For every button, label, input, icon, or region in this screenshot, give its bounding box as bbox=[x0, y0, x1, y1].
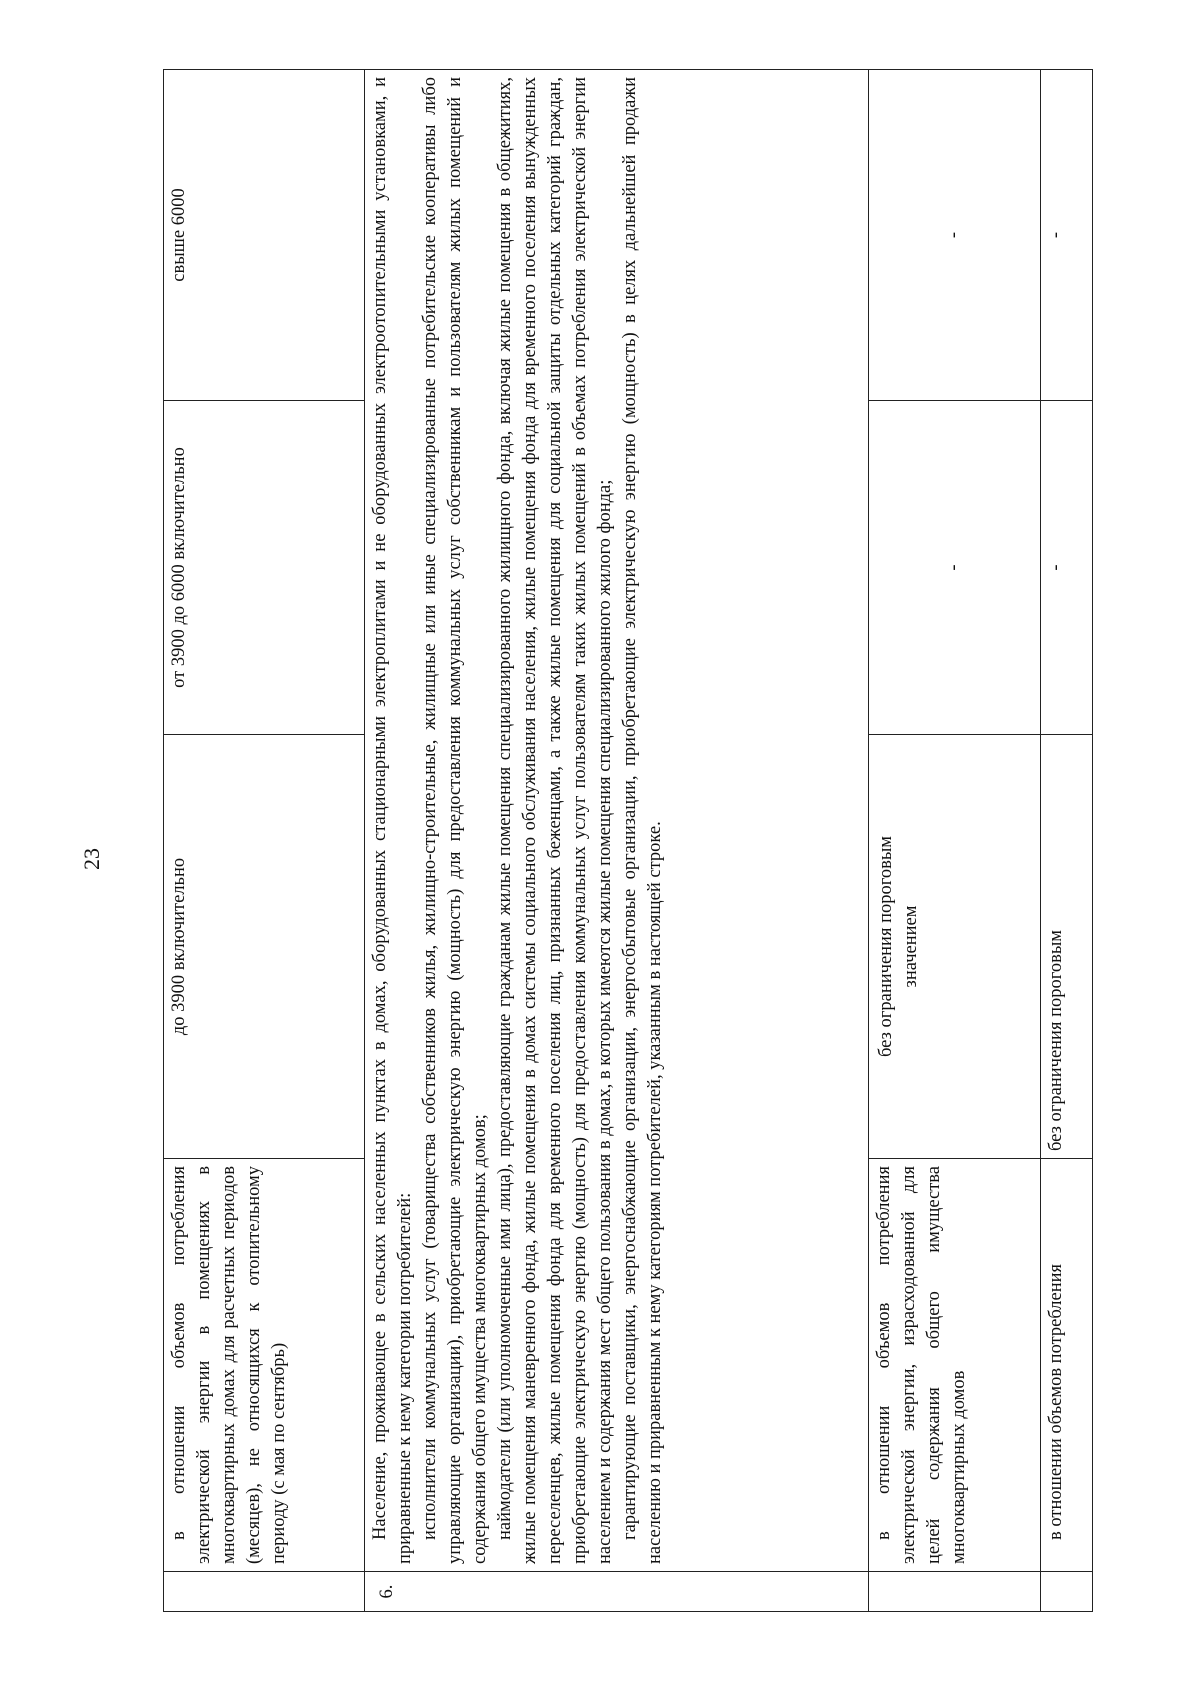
threshold-cell: - bbox=[1040, 70, 1092, 401]
paragraph: Население, проживающее в сельских населенных пунктах в домах, оборудованных стационарными электроплитами и не оборудованных электроотопительными установками, и приравненные к нему категории потребителей: bbox=[369, 77, 415, 1564]
table-row bbox=[869, 70, 1040, 1612]
row-number bbox=[1040, 1572, 1092, 1612]
row-number bbox=[164, 1572, 365, 1612]
row-label: в отношении объемов потребления электрической энергии, израсходованной для целей содержания общего имущества многоквартирных домов bbox=[869, 1159, 1040, 1572]
table-row bbox=[1040, 70, 1092, 1612]
threshold-cell: от 3900 до 6000 включительно bbox=[164, 401, 365, 735]
paragraph: наймодатели (или уполномоченные ими лица), предоставляющие гражданам жилые помещения специализированного жилищного фонда, включая жилые помещения в общежитиях, жилые помещения маневренного фонда, жилые помещения в домах системы социального обслуживания населения, жилые помещения фонда для временного поселения вынужденных переселенцев, жилые помещения фонда для временного поселения лиц, признанных беженцами, а также жилые помещения для социальной защиты отдельных категорий граждан, приобретающие электрическую энергию (мощность) для предоставления коммунальных услуг пользователям таких жилых помещений в объемах потребления электрической энергии населением и содержания мест общего пользования в домах, в которых имеются жилые помещения специализированного жилого фонда; bbox=[494, 77, 615, 1564]
threshold-cell: до 3900 включительно bbox=[164, 735, 365, 1159]
table-row bbox=[364, 70, 869, 1612]
page-number: 23 bbox=[79, 848, 104, 870]
row-number bbox=[869, 1572, 1040, 1612]
threshold-cell: без ограничения пороговым значением bbox=[869, 735, 1040, 1159]
threshold-cell: - bbox=[869, 70, 1040, 401]
row-label: в отношении объемов потребления электрической энергии в помещениях в многоквартирных домах для расчетных периодов (месяцев), не относящихся к отопительному периоду (с мая по сентябрь) bbox=[164, 1159, 365, 1572]
threshold-cell: без ограничения пороговым bbox=[1040, 735, 1092, 1159]
rotated-table-container bbox=[163, 70, 1093, 1612]
row-number: 6. bbox=[364, 1572, 869, 1612]
table-row bbox=[164, 70, 365, 1612]
paragraph: исполнители коммунальных услуг (товарищества собственников жилья, жилищно-строительные, жилищные или иные специализированные потребительские кооперативы либо управляющие организации), приобретающие электрическую энергию (мощность) для предоставления коммунальных услуг собственникам и пользователям жилых помещений и содержания общего имущества многоквартирных домов; bbox=[419, 77, 490, 1564]
tariff-table bbox=[163, 69, 1093, 1612]
consumer-category-description bbox=[364, 70, 869, 1572]
threshold-cell: - bbox=[1040, 401, 1092, 735]
threshold-cell: свыше 6000 bbox=[164, 70, 365, 401]
threshold-cell: - bbox=[869, 401, 1040, 735]
row-label: в отношении объемов потребления bbox=[1040, 1159, 1092, 1572]
paragraph: гарантирующие поставщики, энергоснабжающие организации, энергосбытовые организации, приобретающие электрическую энергию (мощность) в целях дальнейшей продажи населению и приравненным к нему категориям потребителей, указанным в настоящей строке. bbox=[619, 77, 665, 1564]
